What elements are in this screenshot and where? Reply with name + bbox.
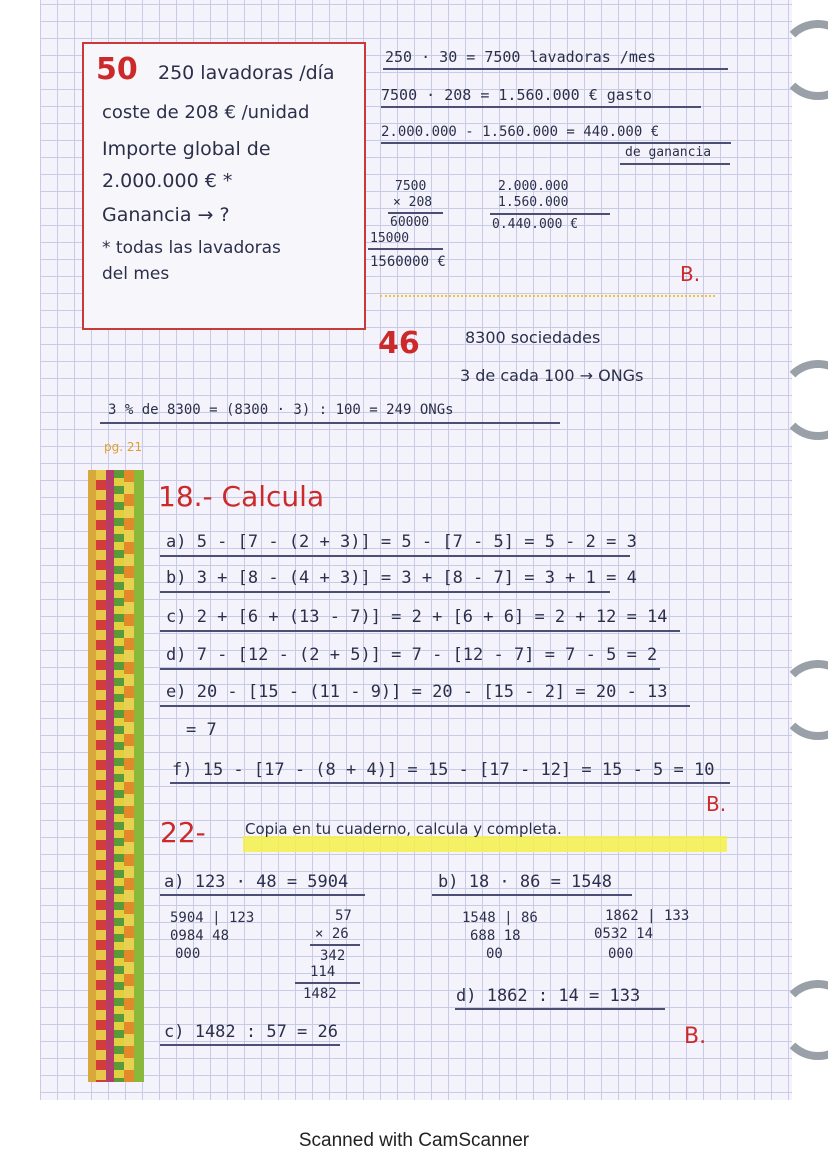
p50-sub1: 2.000.000 xyxy=(498,179,569,194)
p22-b: b) 18 · 86 = 1548 xyxy=(438,872,612,892)
p22-a-mult1: 57 xyxy=(335,908,352,924)
decorative-border xyxy=(88,470,144,1082)
p50-line6: * todas las lavadoras xyxy=(102,238,281,258)
p18-signature: B. xyxy=(706,792,727,816)
p46-line2: 3 de cada 100 → ONGs xyxy=(460,366,644,385)
p22-c: c) 1482 : 57 = 26 xyxy=(164,1022,338,1042)
p18-f: f) 15 - [17 - (8 + 4)] = 15 - [17 - 12] = 15 - 5 = 10 xyxy=(172,760,715,780)
p18-a: a) 5 - [7 - (2 + 3)] = 5 - [7 - 5] = 5 - 2 = 3 xyxy=(166,532,637,552)
p50-mult2: × 208 xyxy=(393,195,433,210)
p22-signature: B. xyxy=(684,1024,707,1049)
p22-a-mult4: 114 xyxy=(310,964,336,980)
separator-dotted xyxy=(380,295,715,299)
p50-result3b: de ganancia xyxy=(625,145,712,160)
p50-line1: 250 lavadoras /día xyxy=(158,62,335,84)
p22-b2-div2: 0532 14 xyxy=(594,926,654,942)
p18-d: d) 7 - [12 - (2 + 5)] = 7 - [12 - 7] = 7 - 5 = 2 xyxy=(166,645,658,665)
p22-a: a) 123 · 48 = 5904 xyxy=(164,872,349,892)
p22-a-div2: 0984 48 xyxy=(170,928,230,944)
problem-46-number: 46 xyxy=(378,326,420,361)
p22-b-div3: 00 xyxy=(486,946,503,962)
p46-line1: 8300 sociedades xyxy=(465,328,601,347)
p50-result2: 7500 · 208 = 1.560.000 € gasto xyxy=(381,86,652,104)
page-reference: pg. 21 xyxy=(104,440,143,454)
p22-a-mult5: 1482 xyxy=(303,986,337,1002)
p50-mult3: 60000 xyxy=(390,215,430,230)
p22-a-div3: 000 xyxy=(175,946,201,962)
p46-calc: 3 % de 8300 = (8300 · 3) : 100 = 249 ONGs xyxy=(108,402,454,418)
p22-a-mult2: × 26 xyxy=(315,926,349,942)
p22-b-div2: 688 18 xyxy=(470,928,521,944)
p50-line3: Importe global de xyxy=(102,138,271,160)
p18-e: e) 20 - [15 - (11 - 9)] = 20 - [15 - 2] = 20 - 13 xyxy=(166,682,668,702)
scanner-watermark: Scanned with CamScanner xyxy=(298,1130,530,1151)
p50-mult5: 1560000 € xyxy=(370,254,446,270)
p50-result3: 2.000.000 - 1.560.000 = 440.000 € xyxy=(381,124,660,140)
p50-mult1: 7500 xyxy=(395,179,427,194)
p22-a-mult3: 342 xyxy=(320,948,346,964)
p22-b2-div3: 000 xyxy=(608,946,634,962)
p22-instructions: Copia en tu cuaderno, calcula y completa. xyxy=(245,820,562,838)
p50-line5: Ganancia → ? xyxy=(102,204,230,226)
p50-sub2: 1.560.000 xyxy=(498,195,569,210)
p22-b-div1: 1548 | 86 xyxy=(462,910,538,926)
p50-sub3: 0.440.000 € xyxy=(492,217,579,232)
p18-b: b) 3 + [8 - (4 + 3)] = 3 + [8 - 7] = 3 + 1 = 4 xyxy=(166,568,637,588)
p22-d: d) 1862 : 14 = 133 xyxy=(456,986,641,1006)
p22-b2-div1: 1862 | 133 xyxy=(605,908,690,924)
highlight-bar xyxy=(243,836,727,852)
p50-line2: coste de 208 € /unidad xyxy=(102,102,310,123)
problem-50-number: 50 xyxy=(96,52,138,87)
p50-line4: 2.000.000 € * xyxy=(102,170,233,192)
p22-a-div1: 5904 | 123 xyxy=(170,910,255,926)
p18-title: 18.- Calcula xyxy=(158,480,325,513)
p18-c: c) 2 + [6 + (13 - 7)] = 2 + [6 + 6] = 2 + 12 = 14 xyxy=(166,607,668,627)
p18-e2: = 7 xyxy=(186,720,217,740)
p50-line7: del mes xyxy=(102,264,170,284)
p22-title: 22- xyxy=(160,816,206,849)
p50-signature: B. xyxy=(680,262,701,286)
p50-result1: 250 · 30 = 7500 lavadoras /mes xyxy=(385,48,656,66)
p50-mult4: 15000 xyxy=(370,231,410,246)
